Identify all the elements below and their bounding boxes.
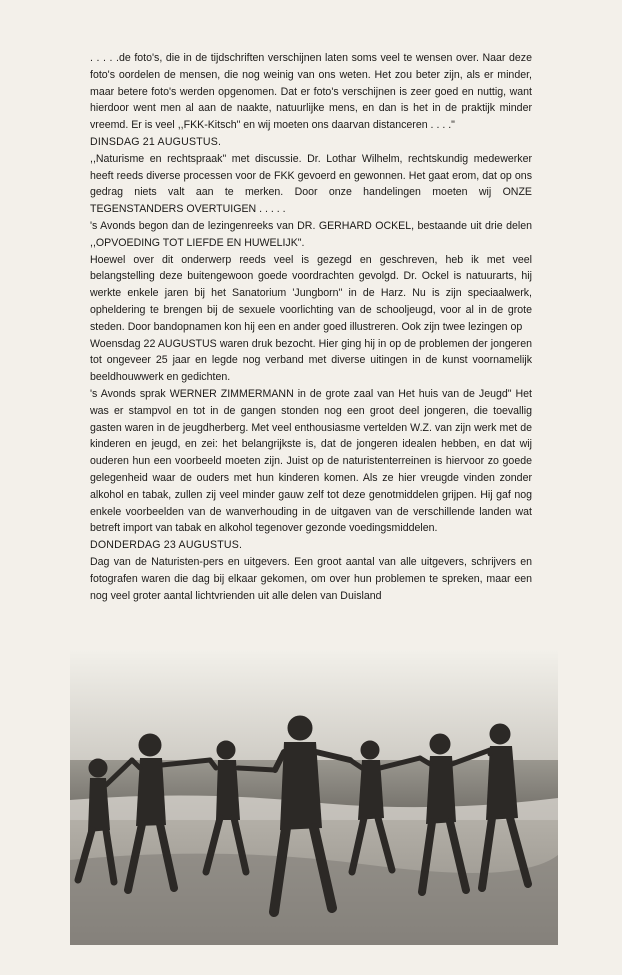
article-text <box>90 50 532 604</box>
heading-dinsdag: DINSDAG 21 AUGUSTUS. <box>90 135 222 148</box>
paragraph-woensdag: Woensdag 22 AUGUSTUS waren druk bezocht. Hier ging hij in op de problemen der jongeren tot ongeveer 25 jaar en legde nog verband met diverse uitingen in de kunst voornamelijk beeldhouwwerk en gedichten. <box>90 337 532 384</box>
beach-photo <box>70 650 558 945</box>
paragraph-rechtspraak: ,,Naturisme en rechtspraak" met discussie. Dr. Lothar Wilhelm, rechtskundig medewerker heeft reeds diverse processen voor de FKK gevoerd en gewonnen. Het gaat erom, dat op ons gedrag niets valt aan te merken. Door onze handelingen moeten wij ONZE TEGENSTANDERS OVERTUIGEN . . . . . <box>90 152 532 216</box>
paragraph-naturisten-pers: Dag van de Naturisten-pers en uitgevers. Een groot aantal van alle uitgevers, schrijvers en fotografen waren die dag bij elkaar gekomen, om over hun problemen te spreken, maar een nog veel groter aantal lichtvrienden uit alle delen van Duisland <box>90 555 532 602</box>
beach-photo-illustration <box>70 650 558 945</box>
paragraph-ockel-lectures: Hoewel over dit onderwerp reeds veel is gezegd en geschreven, heb ik met veel belangstelling deze buitengewoon goede voordrachten gevolgd. Dr. Ockel is natuurarts, hij werkte enkele jaren bij het Sanatorium 'Jungborn" in de Harz. Nu is zijn speciaalwerk, opheldering te brengen bij de sexuele voorlichting van de schooljeugd, voor al in de grote steden. Door bandopnamen kon hij een en ander goed illustreren. Ook zijn twee lezingen op <box>90 253 532 333</box>
heading-donderdag: DONDERDAG 23 AUGUSTUS. <box>90 539 243 552</box>
paragraph-zimmermann: 's Avonds sprak WERNER ZIMMERMANN in de grote zaal van Het huis van de Jeugd" Het was er stampvol en tot in de gangen stonden nog een groot deel jongeren, die toevallig gasten waren in de jeugdherberg. Met veel enthousiasme vertelden W.Z. van zijn werk met de kinderen en jeugd, en zei: het belangrijkste is, dat de jongeren idealen hebben, en dat wij ouderen hun een voorbeeld moeten zijn. Juist op de naturistenterreinen is hiervoor zo goede gelegenheid waar de ouders met hun kinderen komen. Als ze hier vreugde vinden zonder alkohol en tabak, zullen zij veel minder gauw zelf tot deze genotmiddelen grijpen. Hij gaf nog enkele voorbeelden van de wanverhouding in de uitgaven van de verschillende landen wat betreft import van tabak en alkohol tegenover gezonde voedingsmiddelen. <box>90 387 532 535</box>
paragraph-ockel-intro: 's Avonds begon dan de lezingenreeks van DR. GERHARD OCKEL, bestaande uit drie delen ,,OPVOEDING TOT LIEFDE EN HUWELIJK". <box>90 219 532 249</box>
paragraph-fotos: . . . . .de foto's, die in de tijdschriften verschijnen laten soms veel te wensen over. Naar deze foto's oordelen de mensen, die nog weinig van ons weten. Het zou beter zijn, als er minder, maar betere foto's werden opgenomen. Dat er foto's verschijnen is zeer goed en nuttig, want hierdoor went men al aan de naakte, natuurlijke mens, en dan is het in de praktijk minder vreemd. Er is veel ,,FKK-Kitsch" en wij moeten ons daarvan distanceren . . . ." <box>90 52 532 132</box>
